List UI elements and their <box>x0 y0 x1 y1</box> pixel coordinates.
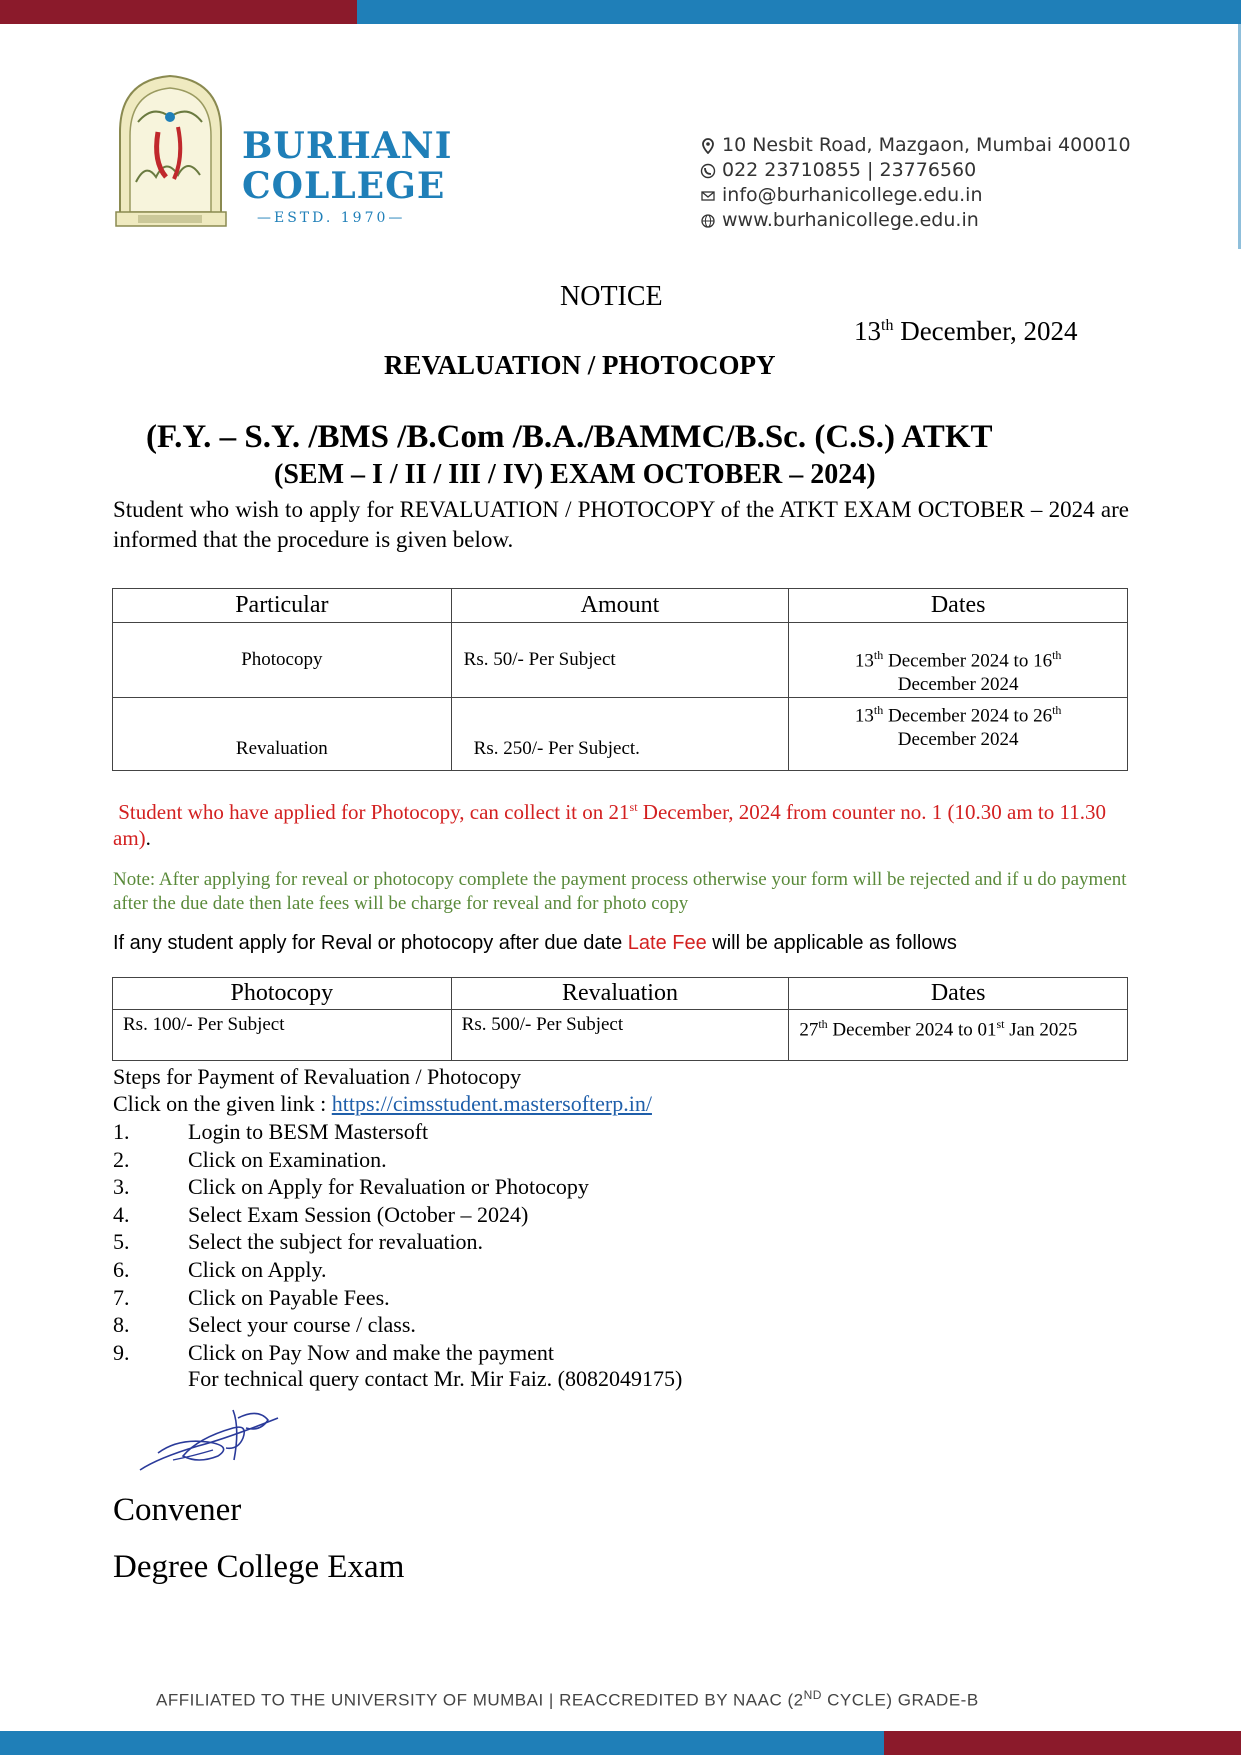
college-name-line2: COLLEGE <box>242 165 446 207</box>
location-pin-icon <box>700 138 716 154</box>
bottom-bar-red <box>884 1731 1241 1755</box>
table-cell: Rs. 250/- Per Subject. <box>451 698 789 771</box>
signatory-department: Degree College Exam <box>113 1549 405 1585</box>
table-cell: 13th December 2024 to 26th December 2024 <box>789 698 1128 771</box>
list-item: 8. Select your course / class. <box>113 1312 416 1338</box>
footer-accreditation: AFFILIATED TO THE UNIVERSITY OF MUMBAI | REACCREDITED BY NAAC (2ND CYCLE) GRADE-B <box>156 1688 979 1710</box>
table-header-cell: Revaluation <box>451 978 789 1010</box>
list-item: 3. Click on Apply for Revaluation or Photocopy <box>113 1174 589 1200</box>
intro-paragraph: Student who wish to apply for REVALUATION / PHOTOCOPY of the ATKT EXAM OCTOBER – 2024 are informed that the procedure is given below. <box>113 497 1129 552</box>
top-bar-blue <box>357 0 1241 24</box>
list-item: 9. Click on Pay Now and make the payment <box>113 1339 554 1365</box>
table-cell: Rs. 50/- Per Subject <box>451 623 789 698</box>
list-item: 2. Click on Examination. <box>113 1146 387 1172</box>
table-row <box>113 623 1128 698</box>
steps-title: Steps for Payment of Revaluation / Photocopy <box>113 1064 522 1089</box>
contact-block <box>700 133 1131 233</box>
list-item: 5. Select the subject for revaluation. <box>113 1229 484 1255</box>
fees-table <box>112 588 1128 771</box>
table-header-row <box>113 589 1128 623</box>
table-header-cell: Amount <box>451 589 789 623</box>
table-cell: Revaluation <box>113 698 452 771</box>
college-crest-icon <box>108 72 233 230</box>
address-row <box>700 133 1131 158</box>
handwritten-signature <box>138 1398 288 1478</box>
table-cell: 27th December 2024 to 01st Jan 2025 <box>789 1010 1128 1061</box>
table-row <box>113 1010 1128 1061</box>
table-row <box>113 698 1128 771</box>
signatory-role: Convener <box>113 1492 242 1528</box>
collect-note: Student who have applied for Photocopy, can collect it on 21st December, 2024 from counter no. 1 (10.30 am to 11.30 am). <box>113 800 1106 850</box>
payment-note: Note: After applying for reveal or photocopy complete the payment process otherwise your form will be rejected and if u do payment after the due date then late fees will be charge for reveal and for photo copy <box>113 869 1127 914</box>
phone-row <box>700 158 1131 183</box>
late-fee-line: If any student apply for Reval or photocopy after due date Late Fee will be applicable as follows <box>113 932 957 954</box>
college-name <box>242 126 452 206</box>
notice-date: 13th December, 2024 <box>854 316 1078 346</box>
established-year: —ESTD. 1970— <box>257 210 406 226</box>
globe-icon <box>700 213 716 229</box>
steps-list <box>113 1118 589 1366</box>
email-text[interactable]: info@burhanicollege.edu.in <box>722 184 983 206</box>
list-item: 6. Click on Apply. <box>113 1256 327 1282</box>
website-row <box>700 208 1131 233</box>
table-header-cell: Particular <box>113 589 452 623</box>
top-bar-red <box>0 0 357 24</box>
website-text[interactable]: www.burhanicollege.edu.in <box>722 209 979 231</box>
technical-query-contact: For technical query contact Mr. Mir Faiz. (8082049175) <box>188 1366 683 1391</box>
table-cell: 13th December 2024 to 16th December 2024 <box>789 623 1128 698</box>
notice-heading: REVALUATION / PHOTOCOPY <box>384 350 776 380</box>
email-row <box>700 183 1131 208</box>
phone-text: 022 23710855 | 23776560 <box>722 159 977 181</box>
list-item: 4. Select Exam Session (October – 2024) <box>113 1201 529 1227</box>
address-text: 10 Nesbit Road, Mazgaon, Mumbai 400010 <box>722 134 1131 156</box>
table-cell: Rs. 500/- Per Subject <box>451 1010 789 1061</box>
table-header-cell: Dates <box>789 978 1128 1010</box>
list-item: 7. Click on Payable Fees. <box>113 1284 390 1310</box>
table-header-cell: Dates <box>789 589 1128 623</box>
notice-title: NOTICE <box>560 281 663 312</box>
list-item: 1. Login to BESM Mastersoft <box>113 1119 429 1144</box>
late-fee-table <box>112 977 1128 1061</box>
phone-icon <box>700 163 716 179</box>
notice-subheading-2: (SEM – I / II / III / IV) EXAM OCTOBER – 2024) <box>274 459 876 490</box>
payment-portal-link[interactable]: https://cimsstudent.mastersofterp.in/ <box>331 1091 652 1116</box>
bottom-bar-blue <box>0 1731 884 1755</box>
notice-subheading-1: (F.Y. – S.Y. /BMS /B.Com /B.A./BAMMC/B.Sc. (C.S.) ATKT <box>146 419 993 455</box>
table-header-row <box>113 978 1128 1010</box>
table-cell: Photocopy <box>113 623 452 698</box>
link-line: Click on the given link : https://cimsstudent.mastersofterp.in/ <box>113 1091 652 1116</box>
email-icon <box>700 188 716 204</box>
college-name-line1: BURHANI <box>242 125 453 167</box>
table-header-cell: Photocopy <box>113 978 452 1010</box>
table-cell: Rs. 100/- Per Subject <box>113 1010 452 1061</box>
